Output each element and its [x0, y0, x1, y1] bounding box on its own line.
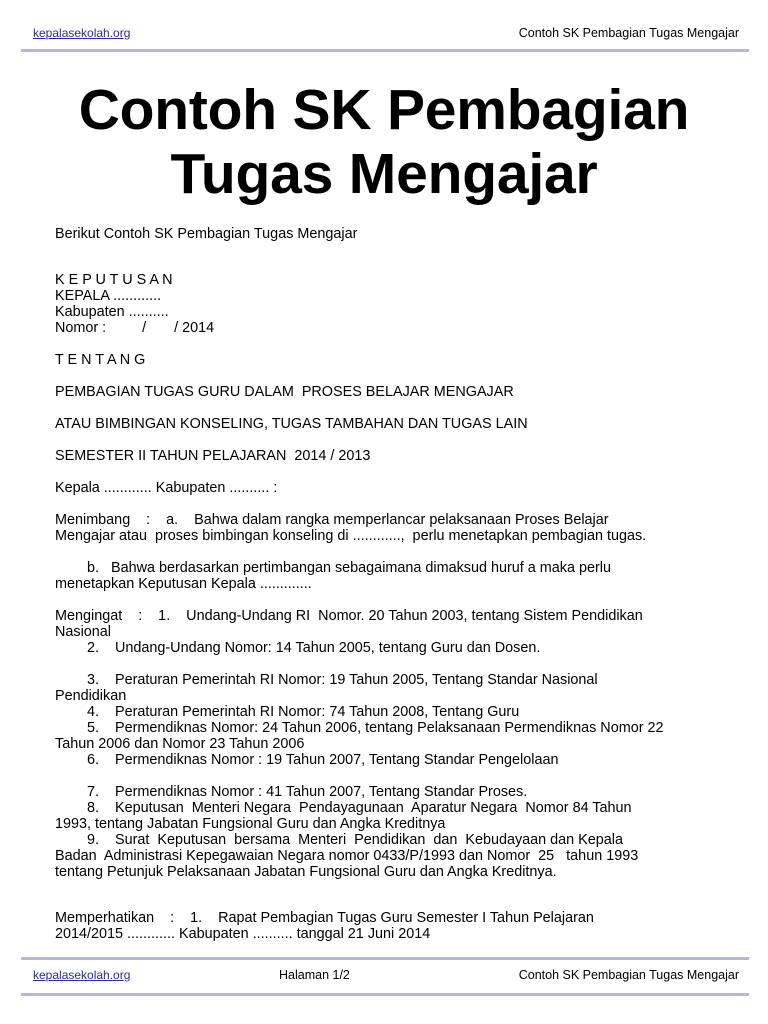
header-site-link[interactable]: kepalasekolah.org — [33, 26, 131, 40]
menimbang-a-line-1: Menimbang : a. Bahwa dalam rangka memperlancar pelaksanaan Proses Belajar — [55, 512, 609, 528]
page-title-line-2: Tugas Mengajar — [170, 142, 598, 206]
document-body — [55, 226, 725, 942]
bimbingan-line: ATAU BIMBINGAN KONSELING, TUGAS TAMBAHAN DAN TUGAS LAIN — [55, 416, 528, 432]
footer-site-link[interactable]: kepalasekolah.org — [33, 968, 131, 982]
mengingat-6-line: 6. Permendiknas Nomor : 19 Tahun 2007, Tentang Standar Pengelolaan — [55, 752, 559, 768]
mengingat-1-line-1: Mengingat : 1. Undang-Undang RI Nomor. 20 Tahun 2003, tentang Sistem Pendidikan — [55, 608, 643, 624]
mengingat-4-line: 4. Peraturan Pemerintah RI Nomor: 74 Tahun 2008, Tentang Guru — [55, 704, 520, 720]
footer-document-title: Contoh SK Pembagian Tugas Mengajar — [518, 968, 739, 982]
tentang-heading: T E N T A N G — [55, 352, 146, 368]
mengingat-1-line-2: Nasional — [55, 624, 111, 640]
memperhatikan-line-1: Memperhatikan : 1. Rapat Pembagian Tugas Guru Semester I Tahun Pelajaran — [55, 910, 594, 926]
mengingat-9-line-2: Badan Administrasi Kepegawaian Negara nomor 0433/P/1993 dan Nomor 25 tahun 1993 — [55, 848, 639, 864]
keputusan-heading: K E P U T U S A N — [55, 272, 173, 288]
intro-text: Berikut Contoh SK Pembagian Tugas Mengajar — [55, 226, 358, 242]
kepala-line: KEPALA ............ — [55, 288, 162, 304]
mengingat-5-line-2: Tahun 2006 dan Nomor 23 Tahun 2006 — [55, 736, 305, 752]
page-header — [21, 18, 749, 48]
page-footer — [21, 960, 749, 990]
mengingat-8-line-2: 1993, tentang Jabatan Fungsional Guru dan Angka Kreditnya — [55, 816, 446, 832]
header-divider — [21, 49, 749, 52]
nomor-line: Nomor : / / 2014 — [55, 320, 215, 336]
page-title — [0, 78, 768, 206]
mengingat-9-line-1: 9. Surat Keputusan bersama Menteri Pendidikan dan Kebudayaan dan Kepala — [55, 832, 623, 848]
page-number: Halaman 1/2 — [279, 968, 350, 982]
pembagian-line: PEMBAGIAN TUGAS GURU DALAM PROSES BELAJAR MENGAJAR — [55, 384, 514, 400]
mengingat-3-line-1: 3. Peraturan Pemerintah RI Nomor: 19 Tahun 2005, Tentang Standar Nasional — [55, 672, 598, 688]
kepala-kabupaten-line: Kepala ............ Kabupaten .......... : — [55, 480, 278, 496]
kabupaten-line: Kabupaten .......... — [55, 304, 169, 320]
mengingat-9-line-3: tentang Petunjuk Pelaksanaan Jabatan Fungsional Guru dan Angka Kreditnya. — [55, 864, 557, 880]
mengingat-7-line: 7. Permendiknas Nomor : 41 Tahun 2007, Tentang Standar Proses. — [55, 784, 528, 800]
menimbang-b-line-2: menetapkan Keputusan Kepala ............. — [55, 576, 312, 592]
mengingat-8-line-1: 8. Keputusan Menteri Negara Pendayagunaan Aparatur Negara Nomor 84 Tahun — [55, 800, 632, 816]
menimbang-b-line-1: b. Bahwa berdasarkan pertimbangan sebagaimana dimaksud huruf a maka perlu — [55, 560, 611, 576]
menimbang-a-line-2: Mengajar atau proses bimbingan konseling di ............, perlu menetapkan pembagian tugas. — [55, 528, 647, 544]
header-document-title: Contoh SK Pembagian Tugas Mengajar — [518, 26, 739, 40]
mengingat-2-line: 2. Undang-Undang Nomor: 14 Tahun 2005, tentang Guru dan Dosen. — [55, 640, 541, 656]
memperhatikan-line-2: 2014/2015 ............ Kabupaten .......... tanggal 21 Juni 2014 — [55, 926, 431, 942]
page-title-line-1: Contoh SK Pembagian — [78, 78, 690, 142]
footer-divider-bottom — [21, 993, 749, 996]
mengingat-5-line-1: 5. Permendiknas Nomor: 24 Tahun 2006, tentang Pelaksanaan Permendiknas Nomor 22 — [55, 720, 664, 736]
semester-line: SEMESTER II TAHUN PELAJARAN 2014 / 2013 — [55, 448, 371, 464]
mengingat-3-line-2: Pendidikan — [55, 688, 127, 704]
